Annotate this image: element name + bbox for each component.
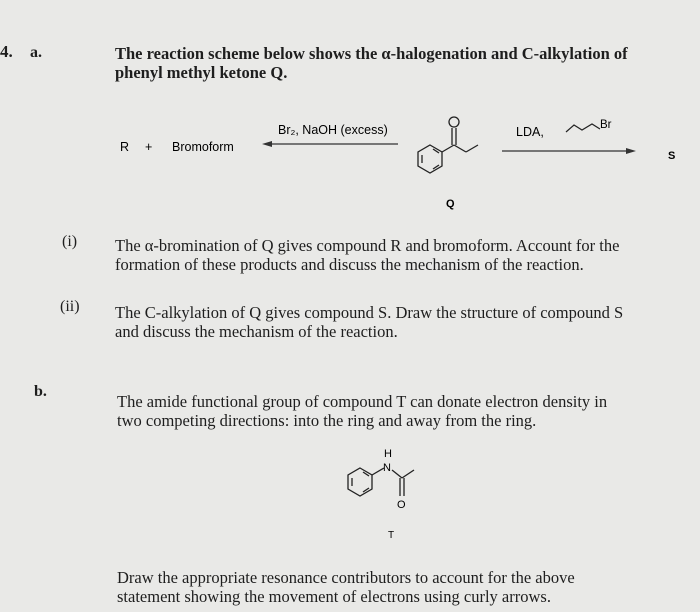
part-a-intro — [115, 44, 695, 82]
part-b-text — [117, 392, 692, 430]
final-instruction — [117, 568, 692, 606]
sub-ii-line2: and discuss the mechanism of the reaction. — [115, 322, 398, 341]
sub-i-line1: The α-bromination of Q gives compound R and bromoform. Account for the — [115, 236, 620, 255]
part-b-label: b. — [34, 383, 47, 400]
part-b-line2: two competing directions: into the ring and away from the ring. — [117, 411, 537, 430]
sub-ii-label: (ii) — [60, 298, 80, 315]
scheme-plus: + — [145, 140, 153, 154]
amide-h-label: H — [384, 448, 392, 460]
scheme-left-reagents: Br₂, NaOH (excess) — [278, 123, 388, 137]
compound-q-label: Q — [446, 198, 455, 210]
scheme-left-arrowhead — [262, 141, 272, 147]
final-line2: statement showing the movement of electrons using curly arrows. — [117, 587, 551, 606]
scheme-product-r: R — [120, 140, 130, 154]
part-b-line1: The amide functional group of compound T can donate electron density in — [117, 392, 608, 411]
final-line1: Draw the appropriate resonance contributors to account for the above — [117, 568, 575, 587]
sub-i-line2: formation of these products and discuss the mechanism of the reaction. — [115, 255, 584, 274]
amide-n-label: N — [383, 462, 391, 474]
sub-i-text — [115, 236, 695, 274]
part-a-label: a. — [30, 44, 42, 61]
reaction-scheme — [100, 105, 700, 215]
part-a-intro-line1: The reaction scheme below shows the α-halogenation and C-alkylation of — [115, 44, 628, 63]
question-number: 4. — [0, 42, 13, 61]
scheme-right-arrowhead — [626, 148, 636, 154]
part-a-intro-line2: phenyl methyl ketone Q. — [115, 63, 288, 82]
scheme-lda: LDA, — [516, 125, 544, 139]
amide-o-label: O — [397, 499, 406, 511]
compound-q-structure — [418, 117, 478, 173]
sub-i-label: (i) — [62, 233, 78, 250]
sub-ii-text — [115, 303, 695, 341]
scheme-br: Br — [600, 119, 612, 131]
scheme-product-s: S — [668, 150, 676, 162]
sub-ii-line1: The C-alkylation of Q gives compound S. Draw the structure of compound S — [115, 303, 624, 322]
compound-t-label: T — [388, 530, 395, 541]
compound-t-structure — [330, 440, 450, 550]
allyl-bromide-chain — [566, 124, 600, 132]
scheme-bromoform: Bromoform — [172, 140, 234, 154]
